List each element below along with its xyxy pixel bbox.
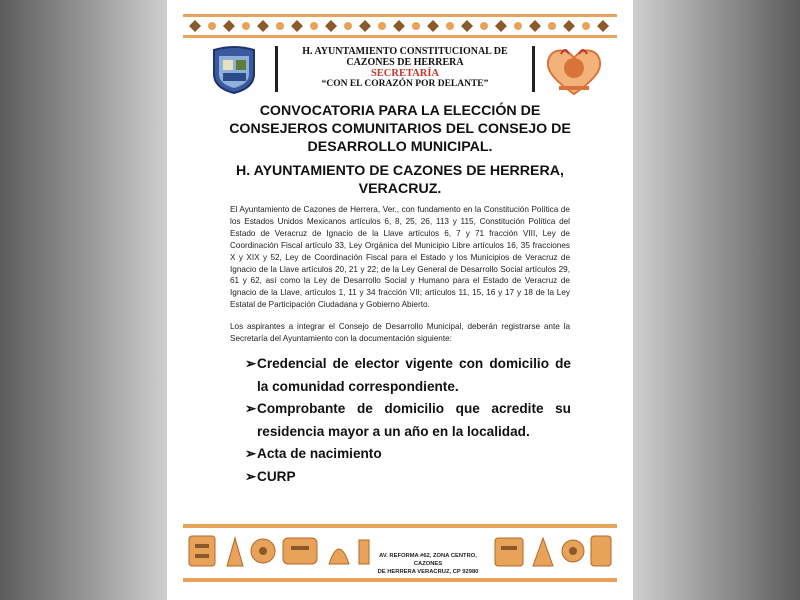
registration-paragraph: Los aspirantes a integrar el Consejo de Desarrollo Municipal, deberán registrarse ante la Secretaría del Ayuntamiento con la documentación siguiente: [230, 322, 570, 343]
document-page [167, 0, 633, 600]
subtitle-line1: H. AYUNTAMIENTO DE CAZONES DE HERRERA, [236, 163, 564, 179]
background-left [0, 0, 167, 600]
footer-address [373, 552, 483, 576]
background-right [633, 0, 800, 600]
municipal-seal-icon [209, 44, 259, 94]
arrow-bullet-icon: ➢ [245, 446, 257, 461]
document-subtitle [183, 162, 617, 198]
arrow-bullet-icon: ➢ [245, 401, 257, 416]
address-line2: DE HERRERA VERACRUZ, CP 92980 [377, 569, 479, 575]
title-line1: CONVOCATORIA PARA LA ELECCIÓN DE [259, 103, 541, 119]
title-line3: DESARROLLO MUNICIPAL. [307, 139, 493, 155]
decorative-border-top [183, 14, 617, 38]
org-name-line2: CAZONES DE HERRERA [346, 57, 464, 68]
requirements-list [245, 353, 571, 488]
document-title [183, 102, 617, 156]
legal-basis-paragraph: El Ayuntamiento de Cazones de Herrera, Ver., con fundamento en la Constitución Política de los Estados Unidos Mexicanos artículos 6, 8, 25, 26, 113 y 115, Constitución Política del Estado de Veracruz de Ignacio de la Llave artículos 6, 7 y 71 fracción VIII, Ley de Coordinación Fiscal artículo 33, Ley Orgánica del Municipio Libre artículos 16, 35 fracciones X y XIX y 52, Ley de Coordinación Fiscal para el Estado y los Municipios de Veracruz de Ignacio de la Llave artículos 20, 21 y 22; de la Ley General de Desarrollo Social artículos 29, 61 y 62, así como la Ley de Desarrollo Social y Humano para el Estado de Veracruz de Ignacio de la Llave, artículos 1, 11 y 34 fracción VII; artículos 11, 15, 16 y 17 y 18 de la Ley Estatal de Participación Ciudadana y Gobierno Abierto. [230, 205, 570, 310]
arrow-bullet-icon: ➢ [245, 356, 257, 371]
slogan: “CON EL CORAZÓN POR DELANTE” [321, 79, 489, 89]
address-line1: AV. REFORMA #62, ZONA CENTRO, CAZONES [379, 553, 477, 567]
list-item [245, 398, 571, 443]
arrow-bullet-icon: ➢ [245, 468, 257, 484]
letterhead-text [281, 46, 529, 90]
department-name: SECRETARÍA [370, 68, 440, 79]
title-line2: CONSEJEROS COMUNITARIOS DEL CONSEJO DE [229, 121, 571, 137]
requirement-birth-certificate: Acta de nacimiento [257, 446, 382, 461]
subtitle-line2: VERACRUZ. [358, 181, 442, 197]
org-name-line1: H. AYUNTAMIENTO CONSTITUCIONAL DE [302, 46, 508, 57]
requirement-proof-of-address: Comprobante de domicilio que acredite su residencia mayor a un año en la localidad. [257, 401, 571, 439]
letterhead [183, 42, 617, 98]
heart-emblem-icon [541, 42, 607, 98]
requirement-curp: CURP [257, 468, 296, 484]
header-divider-left [275, 46, 278, 92]
header-divider-right [532, 46, 535, 92]
list-item [245, 353, 571, 398]
list-item [245, 466, 571, 489]
list-item [245, 443, 571, 466]
requirement-voter-id: Credencial de elector vigente con domicilio de la comunidad correspondiente. [257, 356, 571, 394]
